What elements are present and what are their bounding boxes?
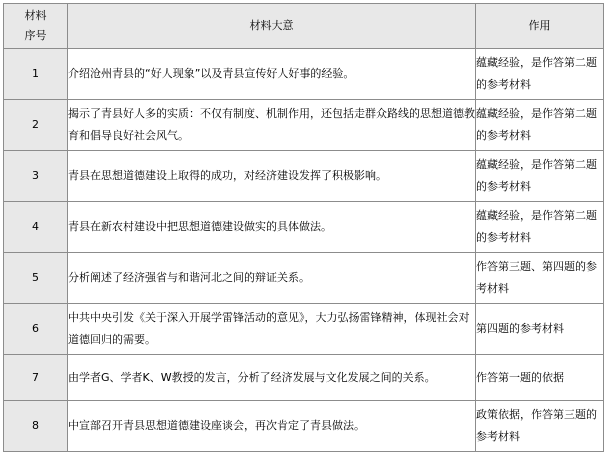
table-row	[4, 253, 604, 304]
table-row	[4, 304, 604, 355]
row-purpose: 第四题的参考材料	[476, 304, 604, 355]
row-number: 2	[4, 100, 68, 151]
header-material-number	[4, 4, 68, 49]
table-row	[4, 151, 604, 202]
row-number: 5	[4, 253, 68, 304]
table-row	[4, 355, 604, 401]
row-number: 1	[4, 49, 68, 100]
row-summary: 中宣部召开青县思想道德建设座谈会，再次肯定了青县做法。	[68, 401, 476, 452]
table-row	[4, 401, 604, 452]
table-row	[4, 49, 604, 100]
row-number: 8	[4, 401, 68, 452]
header-purpose: 作用	[476, 4, 604, 49]
row-summary: 中共中央引发《关于深入开展学雷锋活动的意见》，大力弘扬雷锋精神，体现社会对道德回归的需要。	[68, 304, 476, 355]
header-number-line2: 序号	[24, 29, 47, 42]
row-purpose: 蕴藏经验，是作答第二题的参考材料	[476, 100, 604, 151]
row-summary: 青县在思想道德建设上取得的成功，对经济建设发挥了积极影响。	[68, 151, 476, 202]
row-purpose: 蕴藏经验，是作答第二题的参考材料	[476, 202, 604, 253]
row-purpose: 蕴藏经验，是作答第二题的参考材料	[476, 49, 604, 100]
row-summary: 揭示了青县好人多的实质：不仅有制度、机制作用，还包括走群众路线的思想道德教育和倡导良好社会风气。	[68, 100, 476, 151]
table-row	[4, 100, 604, 151]
header-row	[4, 4, 604, 49]
materials-table	[3, 3, 604, 452]
row-number: 3	[4, 151, 68, 202]
row-purpose: 作答第三题、第四题的参考材料	[476, 253, 604, 304]
row-number: 6	[4, 304, 68, 355]
row-purpose: 蕴藏经验，是作答第二题的参考材料	[476, 151, 604, 202]
header-material-summary: 材料大意	[68, 4, 476, 49]
row-number: 7	[4, 355, 68, 401]
row-number: 4	[4, 202, 68, 253]
header-number-line1: 材料	[24, 9, 47, 22]
row-summary: 由学者G、学者K、W教授的发言，分析了经济发展与文化发展之间的关系。	[68, 355, 476, 401]
row-purpose: 政策依据，作答第三题的参考材料	[476, 401, 604, 452]
row-summary: 分析阐述了经济强省与和谐河北之间的辩证关系。	[68, 253, 476, 304]
table-row	[4, 202, 604, 253]
row-summary: 青县在新农村建设中把思想道德建设做实的具体做法。	[68, 202, 476, 253]
row-summary: 介绍沧州青县的“好人现象”以及青县宣传好人好事的经验。	[68, 49, 476, 100]
row-purpose: 作答第一题的依据	[476, 355, 604, 401]
